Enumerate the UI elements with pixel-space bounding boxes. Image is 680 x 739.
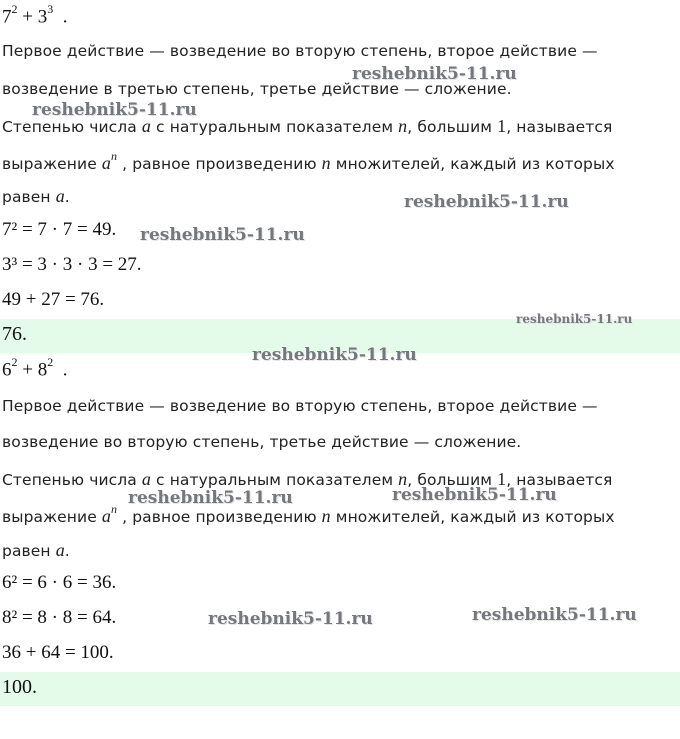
- problem1-step-3: 49 + 27 = 76.: [2, 289, 105, 310]
- problem2-answer: 100.: [2, 676, 37, 698]
- watermark: reshebnik5-11.ru: [472, 605, 637, 625]
- watermark: reshebnik5-11.ru: [404, 192, 569, 212]
- watermark: reshebnik5-11.ru: [208, 609, 373, 629]
- problem2-expression: $6^2 + 8^2$ .: [2, 355, 68, 381]
- watermark: reshebnik5-11.ru: [392, 485, 557, 505]
- problem1-definition-line-1: Степенью числа a с натуральным показателем n, большим 1, называется: [2, 116, 613, 136]
- problem1-order-line-2: возведение в третью степень, третье действие — сложение.: [2, 80, 512, 98]
- watermark: reshebnik5-11.ru: [32, 100, 197, 120]
- problem1-step-2: 3³ = 3 · 3 · 3 = 27.: [2, 254, 142, 275]
- watermark: reshebnik5-11.ru: [128, 488, 293, 508]
- problem2-order-line-2: возведение во вторую степень, третье действие — сложение.: [2, 433, 522, 451]
- problem2-order-line-1: Первое действие — возведение во вторую степень, второе действие —: [2, 397, 598, 415]
- problem1-answer: 76.: [2, 323, 27, 345]
- problem2-step-2: 8² = 8 · 8 = 64.: [2, 607, 117, 628]
- watermark: reshebnik5-11.ru: [252, 345, 417, 365]
- problem1-definition-line-2: выражение $a^n$ , равное произведению n множителей, каждый из которых: [2, 149, 615, 173]
- watermark: reshebnik5-11.ru: [516, 312, 633, 326]
- problem2-answer-band: [0, 672, 680, 706]
- problem1-definition-line-3: равен a.: [2, 186, 70, 206]
- problem1-step-1: 7² = 7 · 7 = 49.: [2, 219, 117, 240]
- watermark: reshebnik5-11.ru: [352, 64, 517, 84]
- problem2-definition-line-1: Степенью числа a с натуральным показателем n, большим 1, называется: [2, 469, 613, 489]
- problem1-expression: $7^2 + 3^3$ .: [2, 2, 68, 28]
- watermark: reshebnik5-11.ru: [140, 225, 305, 245]
- problem2-step-1: 6² = 6 · 6 = 36.: [2, 572, 117, 593]
- problem2-step-3: 36 + 64 = 100.: [2, 642, 114, 663]
- problem1-order-line-1: Первое действие — возведение во вторую степень, второе действие —: [2, 42, 598, 60]
- problem2-definition-line-3: равен a.: [2, 540, 70, 560]
- problem2-definition-line-2: выражение $a^n$ , равное произведению n множителей, каждый из которых: [2, 502, 615, 526]
